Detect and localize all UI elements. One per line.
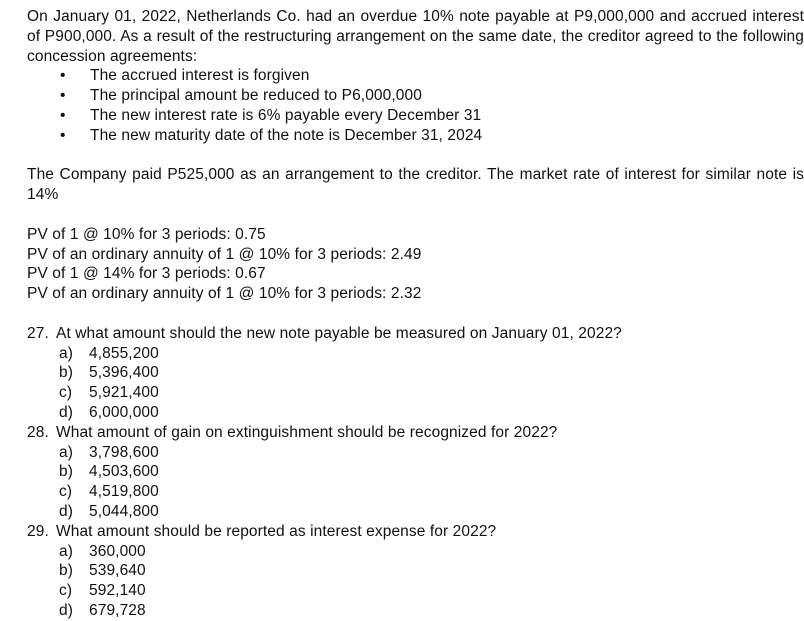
- question-29: [27, 522, 804, 621]
- choice-value: 539,640: [89, 562, 146, 580]
- concession-text: The new maturity date of the note is December 31, 2024: [90, 126, 483, 144]
- pv-factor: PV of 1 @ 10% for 3 periods: 0.75: [27, 225, 266, 243]
- concession-text: The principal amount be reduced to P6,000,000: [90, 87, 422, 105]
- choice-value: 5,396,400: [89, 364, 159, 382]
- concession-item: [27, 86, 804, 106]
- pv-factor-list: [27, 225, 804, 304]
- question-text: What amount of gain on extinguishment should be recognized for 2022?: [56, 423, 558, 441]
- concession-list: [27, 66, 804, 145]
- bullet-icon: •: [60, 67, 66, 85]
- spacer: [27, 304, 804, 324]
- concession-text: The accrued interest is forgiven: [90, 67, 310, 85]
- choice-letter: d): [59, 601, 73, 619]
- choice-value: 679,728: [89, 601, 146, 619]
- pv-factor: PV of 1 @ 14% for 3 periods: 0.67: [27, 265, 266, 283]
- choice-value: 5,044,800: [89, 502, 159, 520]
- choice-letter: d): [59, 502, 73, 520]
- choice-item[interactable]: [27, 403, 804, 423]
- choice-value: 4,855,200: [89, 344, 159, 362]
- question-text: What amount should be reported as interest expense for 2022?: [56, 522, 497, 540]
- choice-item[interactable]: [27, 502, 804, 522]
- pv-factor: PV of an ordinary annuity of 1 @ 10% for 3 periods: 2.49: [27, 245, 422, 263]
- choice-letter: b): [59, 562, 73, 580]
- choice-value: 3,798,600: [89, 443, 159, 461]
- choice-letter: c): [59, 582, 73, 600]
- choice-list: [27, 443, 804, 522]
- question-number: 28.: [27, 423, 49, 441]
- payment-paragraph: The Company paid P525,000 as an arrangement to the creditor. The market rate of interest for similar note is 14%: [27, 166, 804, 204]
- question-27: [27, 324, 804, 423]
- choice-item[interactable]: [27, 462, 804, 482]
- choice-item[interactable]: [27, 581, 804, 601]
- choice-letter: a): [59, 344, 73, 362]
- choice-item[interactable]: [27, 601, 804, 621]
- choice-value: 4,503,600: [89, 463, 159, 481]
- concession-item: [27, 126, 804, 146]
- question-number: 27.: [27, 324, 49, 342]
- choice-letter: b): [59, 364, 73, 382]
- bullet-icon: •: [60, 87, 66, 105]
- choice-value: 6,000,000: [89, 403, 159, 421]
- bullet-icon: •: [60, 126, 66, 144]
- spacer: [27, 205, 804, 225]
- concession-text: The new interest rate is 6% payable every December 31: [90, 106, 482, 124]
- choice-value: 360,000: [89, 542, 146, 560]
- concession-item: [27, 106, 804, 126]
- intro-paragraph: On January 01, 2022, Netherlands Co. had an overdue 10% note payable at P9,000,000 and accrued interest of P900,000. As a result of the restructuring arrangement on the same date, the creditor agreed to the following concession agreements:: [27, 8, 804, 65]
- choice-list: [27, 344, 804, 423]
- question-text: At what amount should the new note payable be measured on January 01, 2022?: [56, 324, 622, 342]
- choice-letter: d): [59, 403, 73, 421]
- choice-item[interactable]: [27, 482, 804, 502]
- choice-value: 4,519,800: [89, 483, 159, 501]
- bullet-icon: •: [60, 106, 66, 124]
- choice-item[interactable]: [27, 561, 804, 581]
- question-number: 29.: [27, 522, 49, 540]
- choice-item[interactable]: [27, 542, 804, 562]
- choice-letter: a): [59, 542, 73, 560]
- choice-value: 592,140: [89, 582, 146, 600]
- concession-item: [27, 66, 804, 86]
- choice-item[interactable]: [27, 363, 804, 383]
- document-page: [27, 7, 804, 621]
- choice-item[interactable]: [27, 344, 804, 364]
- choice-letter: c): [59, 483, 73, 501]
- pv-factor: PV of an ordinary annuity of 1 @ 10% for 3 periods: 2.32: [27, 285, 422, 303]
- spacer: [27, 146, 804, 166]
- choice-item[interactable]: [27, 383, 804, 403]
- choice-item[interactable]: [27, 443, 804, 463]
- choice-letter: c): [59, 384, 73, 402]
- question-28: [27, 423, 804, 522]
- choice-list: [27, 542, 804, 621]
- choice-letter: b): [59, 463, 73, 481]
- choice-value: 5,921,400: [89, 384, 159, 402]
- choice-letter: a): [59, 443, 73, 461]
